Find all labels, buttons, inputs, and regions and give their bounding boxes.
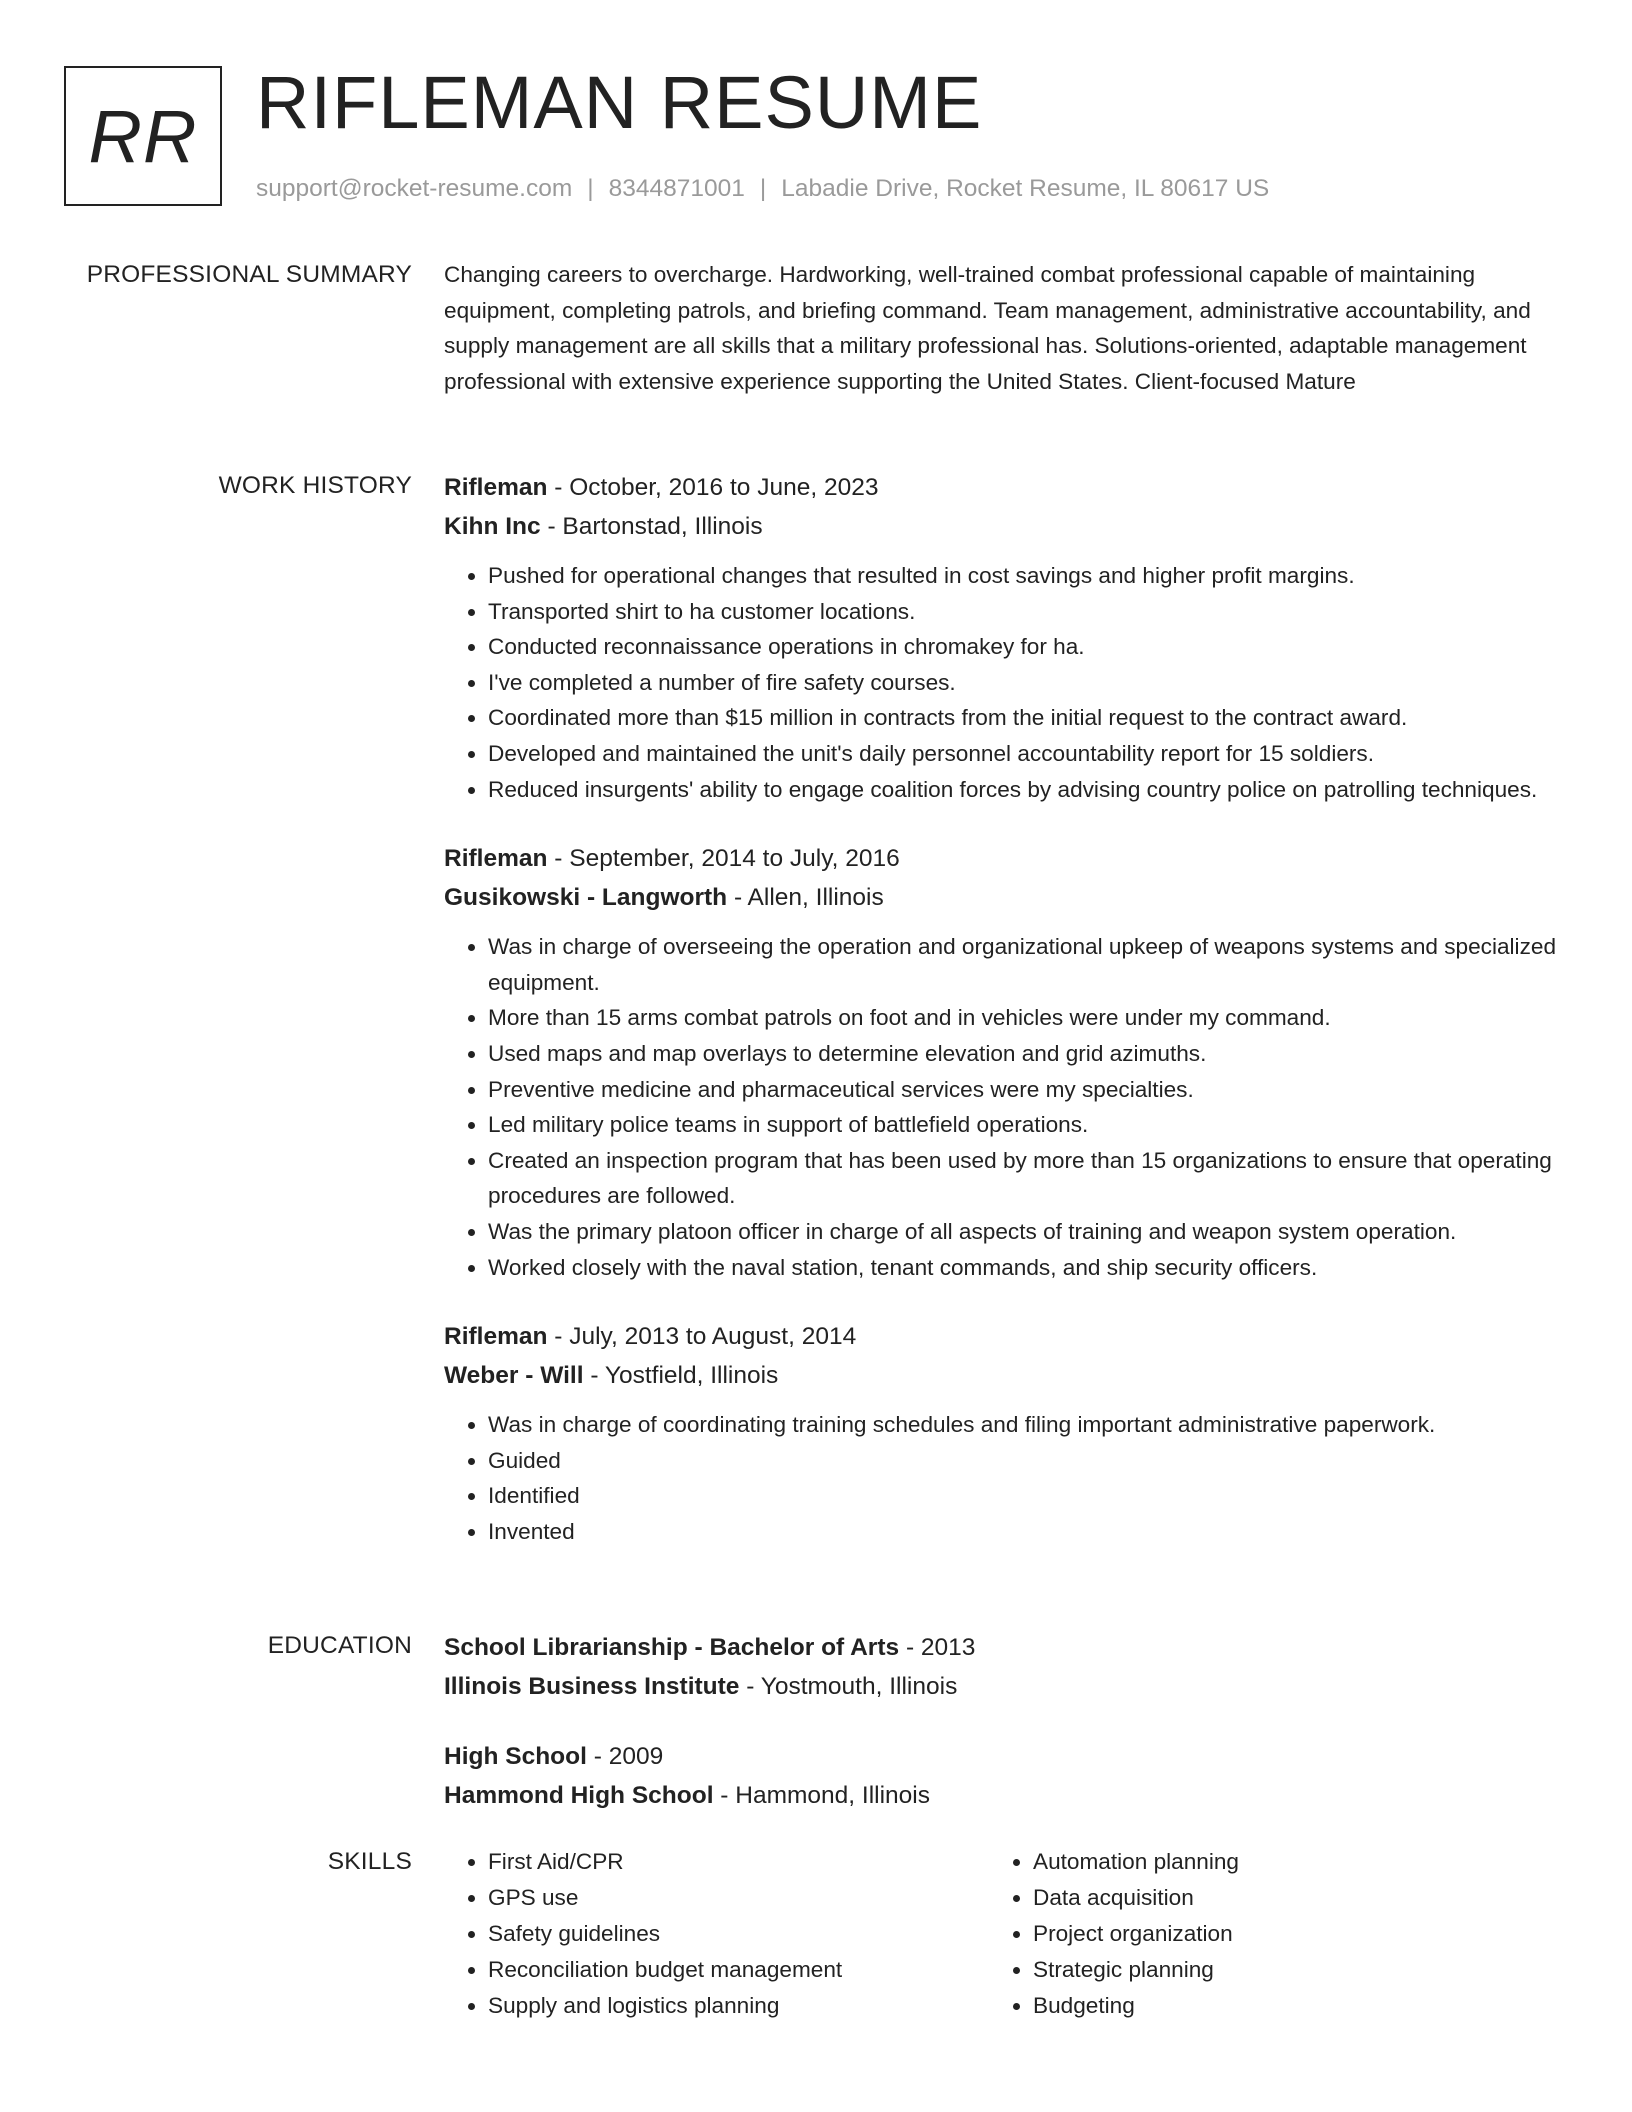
section-label-summary: PROFESSIONAL SUMMARY xyxy=(86,261,412,288)
education-body xyxy=(444,1628,1564,1815)
job-bullet: • I've completed a number of fire safety courses. xyxy=(488,665,1564,701)
job-bullet: • Guided xyxy=(488,1443,1564,1479)
job-company: Gusikowski - Langworth xyxy=(444,884,728,912)
job-title: Rifleman xyxy=(444,474,548,501)
section-label-education: EDUCATION xyxy=(267,1632,412,1659)
skill-item: • Project organization xyxy=(1033,1916,1534,1952)
job-company: Weber - Will xyxy=(444,1362,584,1390)
education-degree: School Librarianship - Bachelor of Arts xyxy=(444,1634,900,1661)
skills-body xyxy=(444,1844,1564,2024)
education-entry xyxy=(444,1737,1564,1815)
education-degree-line xyxy=(444,1628,1564,1667)
job-title: Rifleman xyxy=(444,845,548,873)
job-bullet: • Was the primary platoon officer in charge of all aspects of training and weapon system operation. xyxy=(488,1214,1564,1250)
skill-item: • Strategic planning xyxy=(1033,1952,1534,1988)
job-bullet: • Conducted reconnaissance operations in chromakey for ha. xyxy=(488,629,1564,665)
job-title-line xyxy=(444,839,1564,878)
job-bullet: • Was in charge of coordinating training schedules and filing important administrative paperwork. xyxy=(488,1407,1564,1443)
job-bullet: • Used maps and map overlays to determine elevation and grid azimuths. xyxy=(488,1036,1564,1072)
contact-line xyxy=(256,172,1269,206)
job-bullet: • Was in charge of overseeing the operation and organizational upkeep of weapons systems and specialized equipment. xyxy=(488,929,1564,1000)
summary-text: Changing careers to overcharge. Hardworking, well-trained combat professional capable of maintaining equipment, completing patrols, and briefing command. Team management, administrative accountability, and supply management are all skills that a military professional has. Solutions-oriented, adaptable management professional with extensive experience supporting the United States. Client-focused Mature xyxy=(444,262,1531,394)
skills-list xyxy=(444,1844,989,2024)
education-year: - 2009 xyxy=(586,1743,664,1770)
job-bullet: • Pushed for operational changes that resulted in cost savings and higher profit margins. xyxy=(488,558,1564,594)
education-school-line xyxy=(444,1776,1564,1815)
education-entry xyxy=(444,1628,1564,1706)
summary-body xyxy=(444,257,1564,399)
education-school-line xyxy=(444,1667,1564,1706)
job-bullet: • Transported shirt to ha customer locations. xyxy=(488,594,1564,630)
job-company-line xyxy=(444,878,1564,917)
contact-address: Labadie Drive, Rocket Resume, IL 80617 US xyxy=(781,175,1270,202)
job-bullet: • Coordinated more than $15 million in contracts from the initial request to the contract award. xyxy=(488,700,1564,736)
skills-list xyxy=(989,1844,1534,2024)
education-year: - 2013 xyxy=(899,1634,976,1661)
job-bullet: • Preventive medicine and pharmaceutical services were my specialties. xyxy=(488,1072,1564,1108)
job-bullet: • Invented xyxy=(488,1514,1564,1550)
section-label-skills: SKILLS xyxy=(327,1848,412,1875)
job-location: - Bartonstad, Illinois xyxy=(540,513,763,540)
education-location: - Hammond, Illinois xyxy=(713,1782,930,1809)
skill-item: • Reconciliation budget management xyxy=(488,1952,989,1988)
skill-item: • First Aid/CPR xyxy=(488,1844,989,1880)
skills-column-right xyxy=(989,1844,1534,2024)
education-degree: High School xyxy=(444,1743,587,1770)
job-location: - Allen, Illinois xyxy=(727,884,884,912)
job-title-line xyxy=(444,468,1564,507)
education-school: Illinois Business Institute xyxy=(444,1673,740,1700)
job-entry xyxy=(444,468,1564,807)
job-bullet: • Developed and maintained the unit's daily personnel accountability report for 15 soldiers. xyxy=(488,736,1564,772)
job-title-line xyxy=(444,1317,1564,1356)
job-company-line xyxy=(444,1356,1564,1395)
job-dates: - October, 2016 to June, 2023 xyxy=(547,474,879,501)
job-bullets xyxy=(444,929,1564,1285)
job-bullets xyxy=(444,558,1564,807)
skill-item: • Safety guidelines xyxy=(488,1916,989,1952)
resume-name: RIFLEMAN RESUME xyxy=(256,61,983,144)
job-bullet: • Reduced insurgents' ability to engage coalition forces by advising country police on patrolling techniques. xyxy=(488,772,1564,808)
job-bullet: • More than 15 arms combat patrols on foot and in vehicles were under my command. xyxy=(488,1000,1564,1036)
skill-item: • GPS use xyxy=(488,1880,989,1916)
skill-item: • Budgeting xyxy=(1033,1988,1534,2024)
skill-item: • Supply and logistics planning xyxy=(488,1988,989,2024)
section-label-work-history: WORK HISTORY xyxy=(218,472,412,499)
job-company-line xyxy=(444,507,1564,546)
job-entry xyxy=(444,839,1564,1285)
job-bullets xyxy=(444,1407,1564,1549)
job-bullet: • Led military police teams in support of battlefield operations. xyxy=(488,1107,1564,1143)
education-location: - Yostmouth, Illinois xyxy=(739,1673,958,1700)
education-school: Hammond High School xyxy=(444,1782,714,1809)
contact-separator: | xyxy=(587,175,594,202)
job-bullet: • Identified xyxy=(488,1478,1564,1514)
skill-item: • Data acquisition xyxy=(1033,1880,1534,1916)
skills-column-left xyxy=(444,1844,989,2024)
skills-columns xyxy=(444,1844,1564,2024)
job-dates: - September, 2014 to July, 2016 xyxy=(547,845,900,873)
monogram-logo: RR xyxy=(64,66,222,206)
contact-separator: | xyxy=(759,175,767,202)
education-degree-line xyxy=(444,1737,1564,1776)
job-location: - Yostfield, Illinois xyxy=(583,1362,779,1390)
skill-item: • Automation planning xyxy=(1033,1844,1534,1880)
job-company: Kihn Inc xyxy=(444,513,541,540)
job-dates: - July, 2013 to August, 2014 xyxy=(547,1323,857,1351)
job-title: Rifleman xyxy=(444,1323,548,1351)
job-bullet: • Worked closely with the naval station, tenant commands, and ship security officers. xyxy=(488,1250,1564,1286)
contact-phone: 8344871001 xyxy=(608,175,745,202)
job-entry xyxy=(444,1317,1564,1549)
work-history-body xyxy=(444,468,1564,1549)
job-bullet: • Created an inspection program that has been used by more than 15 organizations to ensure that operating procedures are followed. xyxy=(488,1143,1564,1214)
contact-email: support@rocket-resume.com xyxy=(256,175,573,202)
